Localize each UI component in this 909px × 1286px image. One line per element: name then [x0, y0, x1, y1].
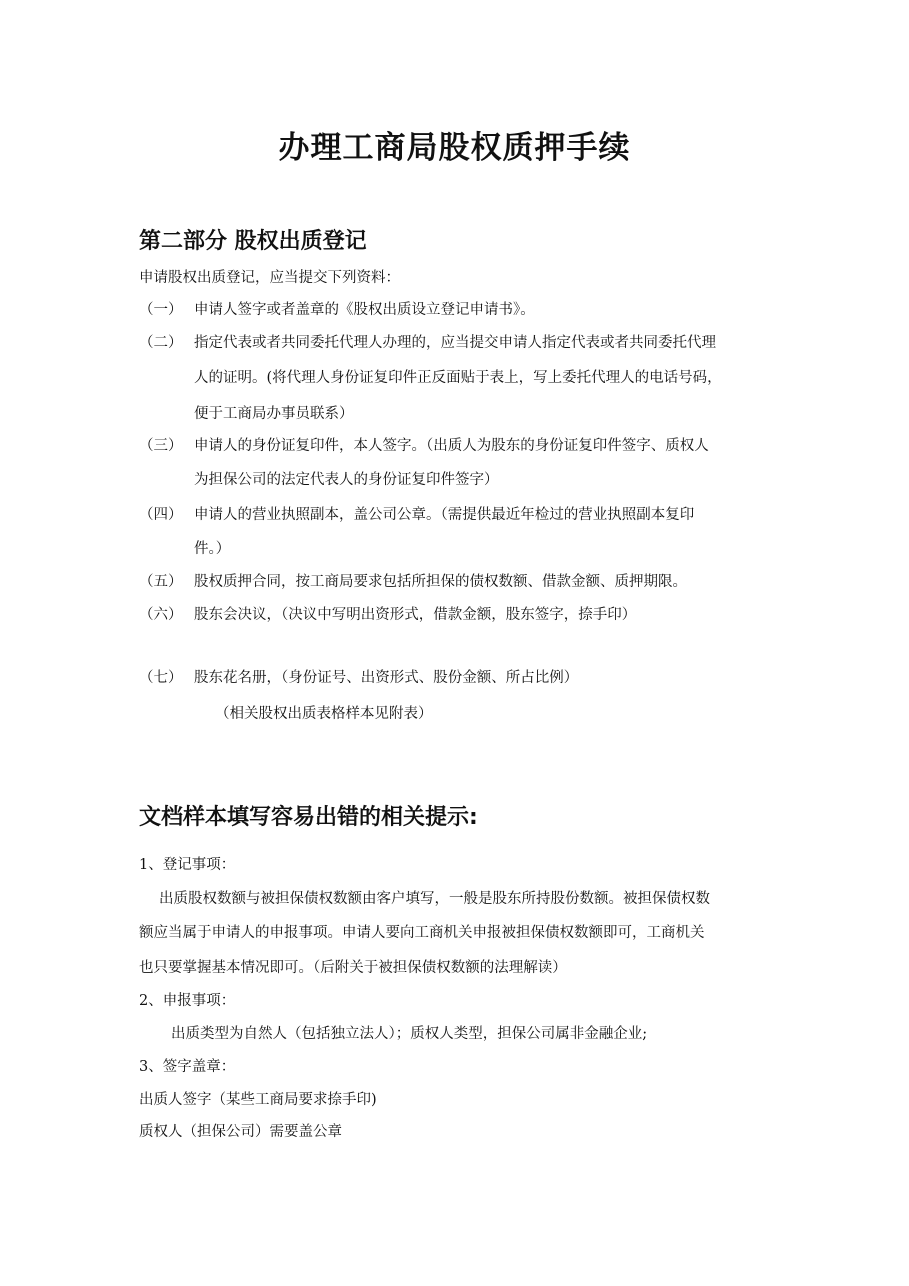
item-text: 股东会决议，（决议中写明出资形式，借款金额，股东签字，捺手印） [194, 607, 637, 623]
item-text: 申请人签字或者盖章的《股权出质设立登记申请书》。 [194, 302, 535, 318]
item-number: （一） [139, 302, 183, 318]
item-text: 便于工商局办事员联系） [194, 406, 354, 422]
section1-intro: 申请股权出质登记，应当提交下列资料： [139, 270, 400, 286]
item-text: 申请人的营业执照副本，盖公司公章。（需提供最近年检过的营业执照副本复印 [194, 507, 695, 523]
appendix-note: （相关股权出质表格样本见附表） [215, 706, 433, 722]
item-number: （五） [139, 574, 183, 590]
item-text: 股权质押合同，按工商局要求包括所担保的债权数额、借款金额、质押期限。 [194, 574, 687, 590]
item-text: 为担保公司的法定代表人的身份证复印件签字） [194, 472, 499, 488]
tip-3-title: 3、签字盖章： [139, 1059, 236, 1075]
item-text: 股东花名册，（身份证号、出资形式、股份金额、所占比例） [194, 670, 579, 686]
item-text: 件。） [194, 541, 231, 557]
tip-1-text: 额应当属于申请人的申报事项。申请人要向工商机关申报被担保债权数额即可，工商机关 [139, 925, 705, 941]
page-title: 办理工商局股权质押手续 [278, 130, 631, 166]
item-number: （三） [139, 438, 183, 454]
tip-1-text: 也只要掌握基本情况即可。（后附关于被担保债权数额的法理解读） [139, 960, 567, 976]
tip-3-text: 质权人（担保公司）需要盖公章 [139, 1124, 342, 1140]
tip-2-title: 2、申报事项： [139, 993, 236, 1009]
item-number: （二） [139, 335, 183, 351]
item-number: （七） [139, 670, 183, 686]
item-number: （四） [139, 507, 183, 523]
section2-heading: 文档样本填写容易出错的相关提示: [139, 805, 478, 830]
section1-heading: 第二部分 股权出质登记 [139, 229, 367, 254]
item-number: （六） [139, 607, 183, 623]
tip-1-text: 出质股权数额与被担保债权数额由客户填写，一般是股东所持股份数额。被担保债权数 [159, 891, 710, 907]
item-text: 申请人的身份证复印件，本人签字。（出质人为股东的身份证复印件签字、质权人 [194, 438, 709, 454]
tip-2-text: 出质类型为自然人（包括独立法人）；质权人类型，担保公司属非金融企业; [171, 1026, 648, 1042]
item-text: 人的证明。(将代理人身份证复印件正反面贴于表上，写上委托代理人的电话号码， [194, 370, 722, 386]
tip-1-title: 1、登记事项： [139, 857, 236, 873]
tip-3-text: 出质人签字（某些工商局要求捺手印) [139, 1092, 377, 1108]
item-text: 指定代表或者共同委托代理人办理的，应当提交申请人指定代表或者共同委托代理 [194, 335, 716, 351]
